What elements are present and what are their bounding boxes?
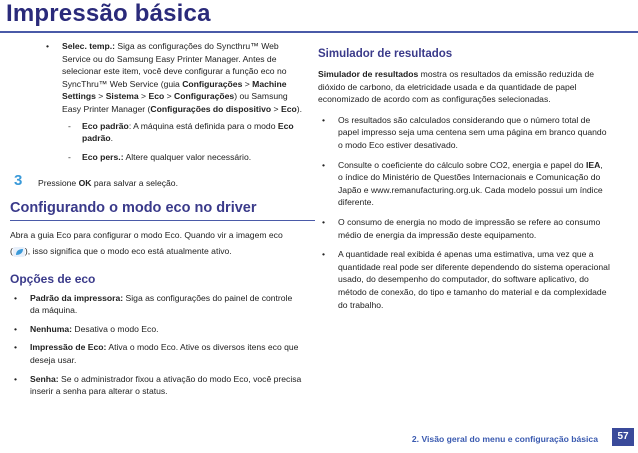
- text-fragment: •: [322, 114, 326, 125]
- text-fragment: diferente.: [338, 197, 374, 208]
- text-fragment: Siga as configurações do painel de controle: [123, 292, 293, 303]
- text-fragment: >: [95, 91, 106, 102]
- options-list: [10, 292, 315, 398]
- text-fragment: •: [14, 342, 18, 353]
- text-fragment: dióxido de carbono, da eletricidade usada e da quantidade de papel: [318, 81, 577, 92]
- text-fragment: •: [322, 216, 326, 227]
- text-fragment: Padrão da impressora:: [30, 292, 124, 303]
- text-fragment: -: [68, 151, 71, 162]
- text-fragment: mostra os resultados da emissão reduzida de: [418, 69, 595, 79]
- text-fragment: economizado de acordo com as configurações selecionadas.: [318, 94, 551, 105]
- text-fragment: (: [10, 245, 13, 256]
- text-fragment: Desativa o modo Eco.: [72, 323, 159, 334]
- text-fragment: Sistema: [105, 91, 139, 102]
- text-fragment: Impressão de Eco:: [30, 342, 107, 353]
- text-fragment: •: [14, 292, 18, 303]
- sub-eco-pers: [10, 151, 315, 164]
- text-fragment: padrão: [82, 133, 111, 144]
- simulator-intro: [318, 68, 626, 106]
- text-fragment: Eco pers.:: [82, 151, 124, 162]
- text-fragment: Consulte o coeficiente do cálculo sobre CO2, energia e papel do: [338, 159, 586, 170]
- text-fragment: •: [14, 373, 18, 384]
- sub-eco-padrao: [10, 120, 315, 145]
- right-column: [318, 48, 626, 311]
- text-fragment: usado, do desempenho do computador, do software aplicativo, do: [338, 274, 589, 285]
- text-fragment: Machine: [252, 78, 287, 89]
- text-fragment: Nenhuma:: [30, 323, 73, 334]
- section-rule: [10, 220, 315, 221]
- text-fragment: Os resultados são calculados considerando que o número total de: [338, 114, 591, 125]
- text-fragment: Ativa o modo Eco. Ative os diversos itens eco que: [106, 342, 299, 353]
- text-fragment: selecionar este item, você deve configurar a função eco no: [62, 66, 287, 77]
- para-eco-tab: [10, 229, 315, 257]
- text-fragment: •: [322, 159, 326, 170]
- text-fragment: ), isso significa que o modo eco está atualmente ativo.: [24, 245, 232, 256]
- option-padrao: [10, 292, 315, 317]
- text-fragment: ,: [600, 159, 603, 170]
- text-fragment: Easy Printer Manager (: [62, 103, 151, 114]
- option-impressao-eco: [10, 341, 315, 366]
- text-fragment: Eco: [277, 120, 294, 131]
- text-fragment: O consumo de energia no modo de impressão se refere ao consumo: [338, 216, 601, 227]
- text-fragment: deseja usar.: [30, 354, 77, 365]
- simulator-bullet-2: [318, 159, 626, 209]
- text-fragment: Simulador de resultados: [318, 69, 419, 79]
- text-fragment: ) ou Samsung: [234, 91, 288, 102]
- option-nenhuma: [10, 323, 315, 336]
- text-fragment: .: [110, 133, 114, 144]
- text-fragment: Abra a guia Eco para configurar o modo Eco. Quando vir a imagem eco: [10, 230, 283, 241]
- eco-leaf-icon: [13, 247, 25, 257]
- text-fragment: da máquina.: [30, 305, 78, 316]
- title-rule: [0, 31, 638, 33]
- text-fragment: : A máquina está definida para o modo: [128, 120, 278, 131]
- text-fragment: método de conexão, do tipo e tamanho do material e da complexidade: [338, 286, 607, 297]
- text-fragment: Senha:: [30, 373, 59, 384]
- text-fragment: Configurações: [174, 91, 235, 102]
- text-fragment: Pressione: [38, 178, 79, 189]
- text-fragment: Service ou do Samsung Easy Printer Manager. Antes de: [62, 53, 277, 64]
- text-fragment: OK: [78, 178, 92, 189]
- text-fragment: SyncThru™ Web Service (guia: [62, 78, 183, 89]
- text-fragment: o modo Eco estiver desativado.: [338, 139, 458, 150]
- text-fragment: médio de energia da impressão deste equipamento.: [338, 229, 537, 240]
- text-fragment: Configurações do dispositivo: [150, 103, 272, 114]
- text-fragment: A quantidade real exibida é apenas uma estimativa, uma vez que a: [338, 249, 594, 260]
- text-fragment: Selec. temp.:: [62, 41, 116, 51]
- text-fragment: Configurações: [182, 78, 243, 89]
- text-fragment: quantidade real pode ser diferente dependendo do sistema operacional: [338, 261, 610, 272]
- text-fragment: Settings: [62, 91, 96, 102]
- text-fragment: •: [14, 323, 18, 334]
- left-column: [10, 40, 315, 398]
- simulator-bullet-1: [318, 114, 626, 152]
- text-fragment: papel impresso seja uma centena sem uma página em branco quando: [338, 127, 607, 138]
- text-fragment: ).: [296, 103, 302, 114]
- text-fragment: IEA: [585, 159, 601, 170]
- text-fragment: >: [242, 78, 253, 89]
- text-fragment: do trabalho.: [338, 299, 384, 310]
- text-fragment: Eco padrão: [82, 120, 129, 131]
- text-fragment: •: [46, 41, 50, 51]
- text-fragment: Japão e www.remanufacturing.org.uk. Cada modelo possui um índice: [338, 184, 603, 195]
- simulator-heading: Simulador de resultados: [318, 48, 453, 60]
- text-fragment: >: [271, 103, 281, 114]
- text-fragment: inserir a senha para alterar o status.: [30, 386, 168, 397]
- page-number: 57: [612, 428, 634, 446]
- text-fragment: Eco: [280, 103, 297, 114]
- text-fragment: •: [322, 249, 326, 260]
- text-fragment: Eco: [148, 91, 165, 102]
- option-senha: [10, 373, 315, 398]
- bullet-selec-temp: [10, 40, 315, 116]
- text-fragment: >: [138, 91, 149, 102]
- step-3: [10, 172, 315, 191]
- text-fragment: o índice do Ministério de Questões Internacionais e Comunicação do: [338, 172, 601, 183]
- text-fragment: -: [68, 120, 71, 131]
- section-heading-eco-driver: Configurando o modo eco no driver: [10, 200, 257, 217]
- simulator-bullet-3: [318, 216, 626, 241]
- text-fragment: Siga as configurações do Syncthru™ Web: [115, 41, 279, 51]
- page-title: Impressão básica: [6, 0, 211, 27]
- options-heading: Opções de eco: [10, 271, 96, 286]
- text-fragment: Altere qualquer valor necessário.: [123, 151, 252, 162]
- footer-chapter-link[interactable]: 2. Visão geral do menu e configuração básica: [411, 434, 598, 444]
- step-number: 3: [14, 172, 23, 190]
- text-fragment: >: [164, 91, 175, 102]
- text-fragment: Se o administrador fixou a ativação do modo Eco, você precisa: [58, 373, 302, 384]
- simulator-bullet-4: [318, 248, 626, 311]
- text-fragment: para salvar a seleção.: [91, 178, 178, 189]
